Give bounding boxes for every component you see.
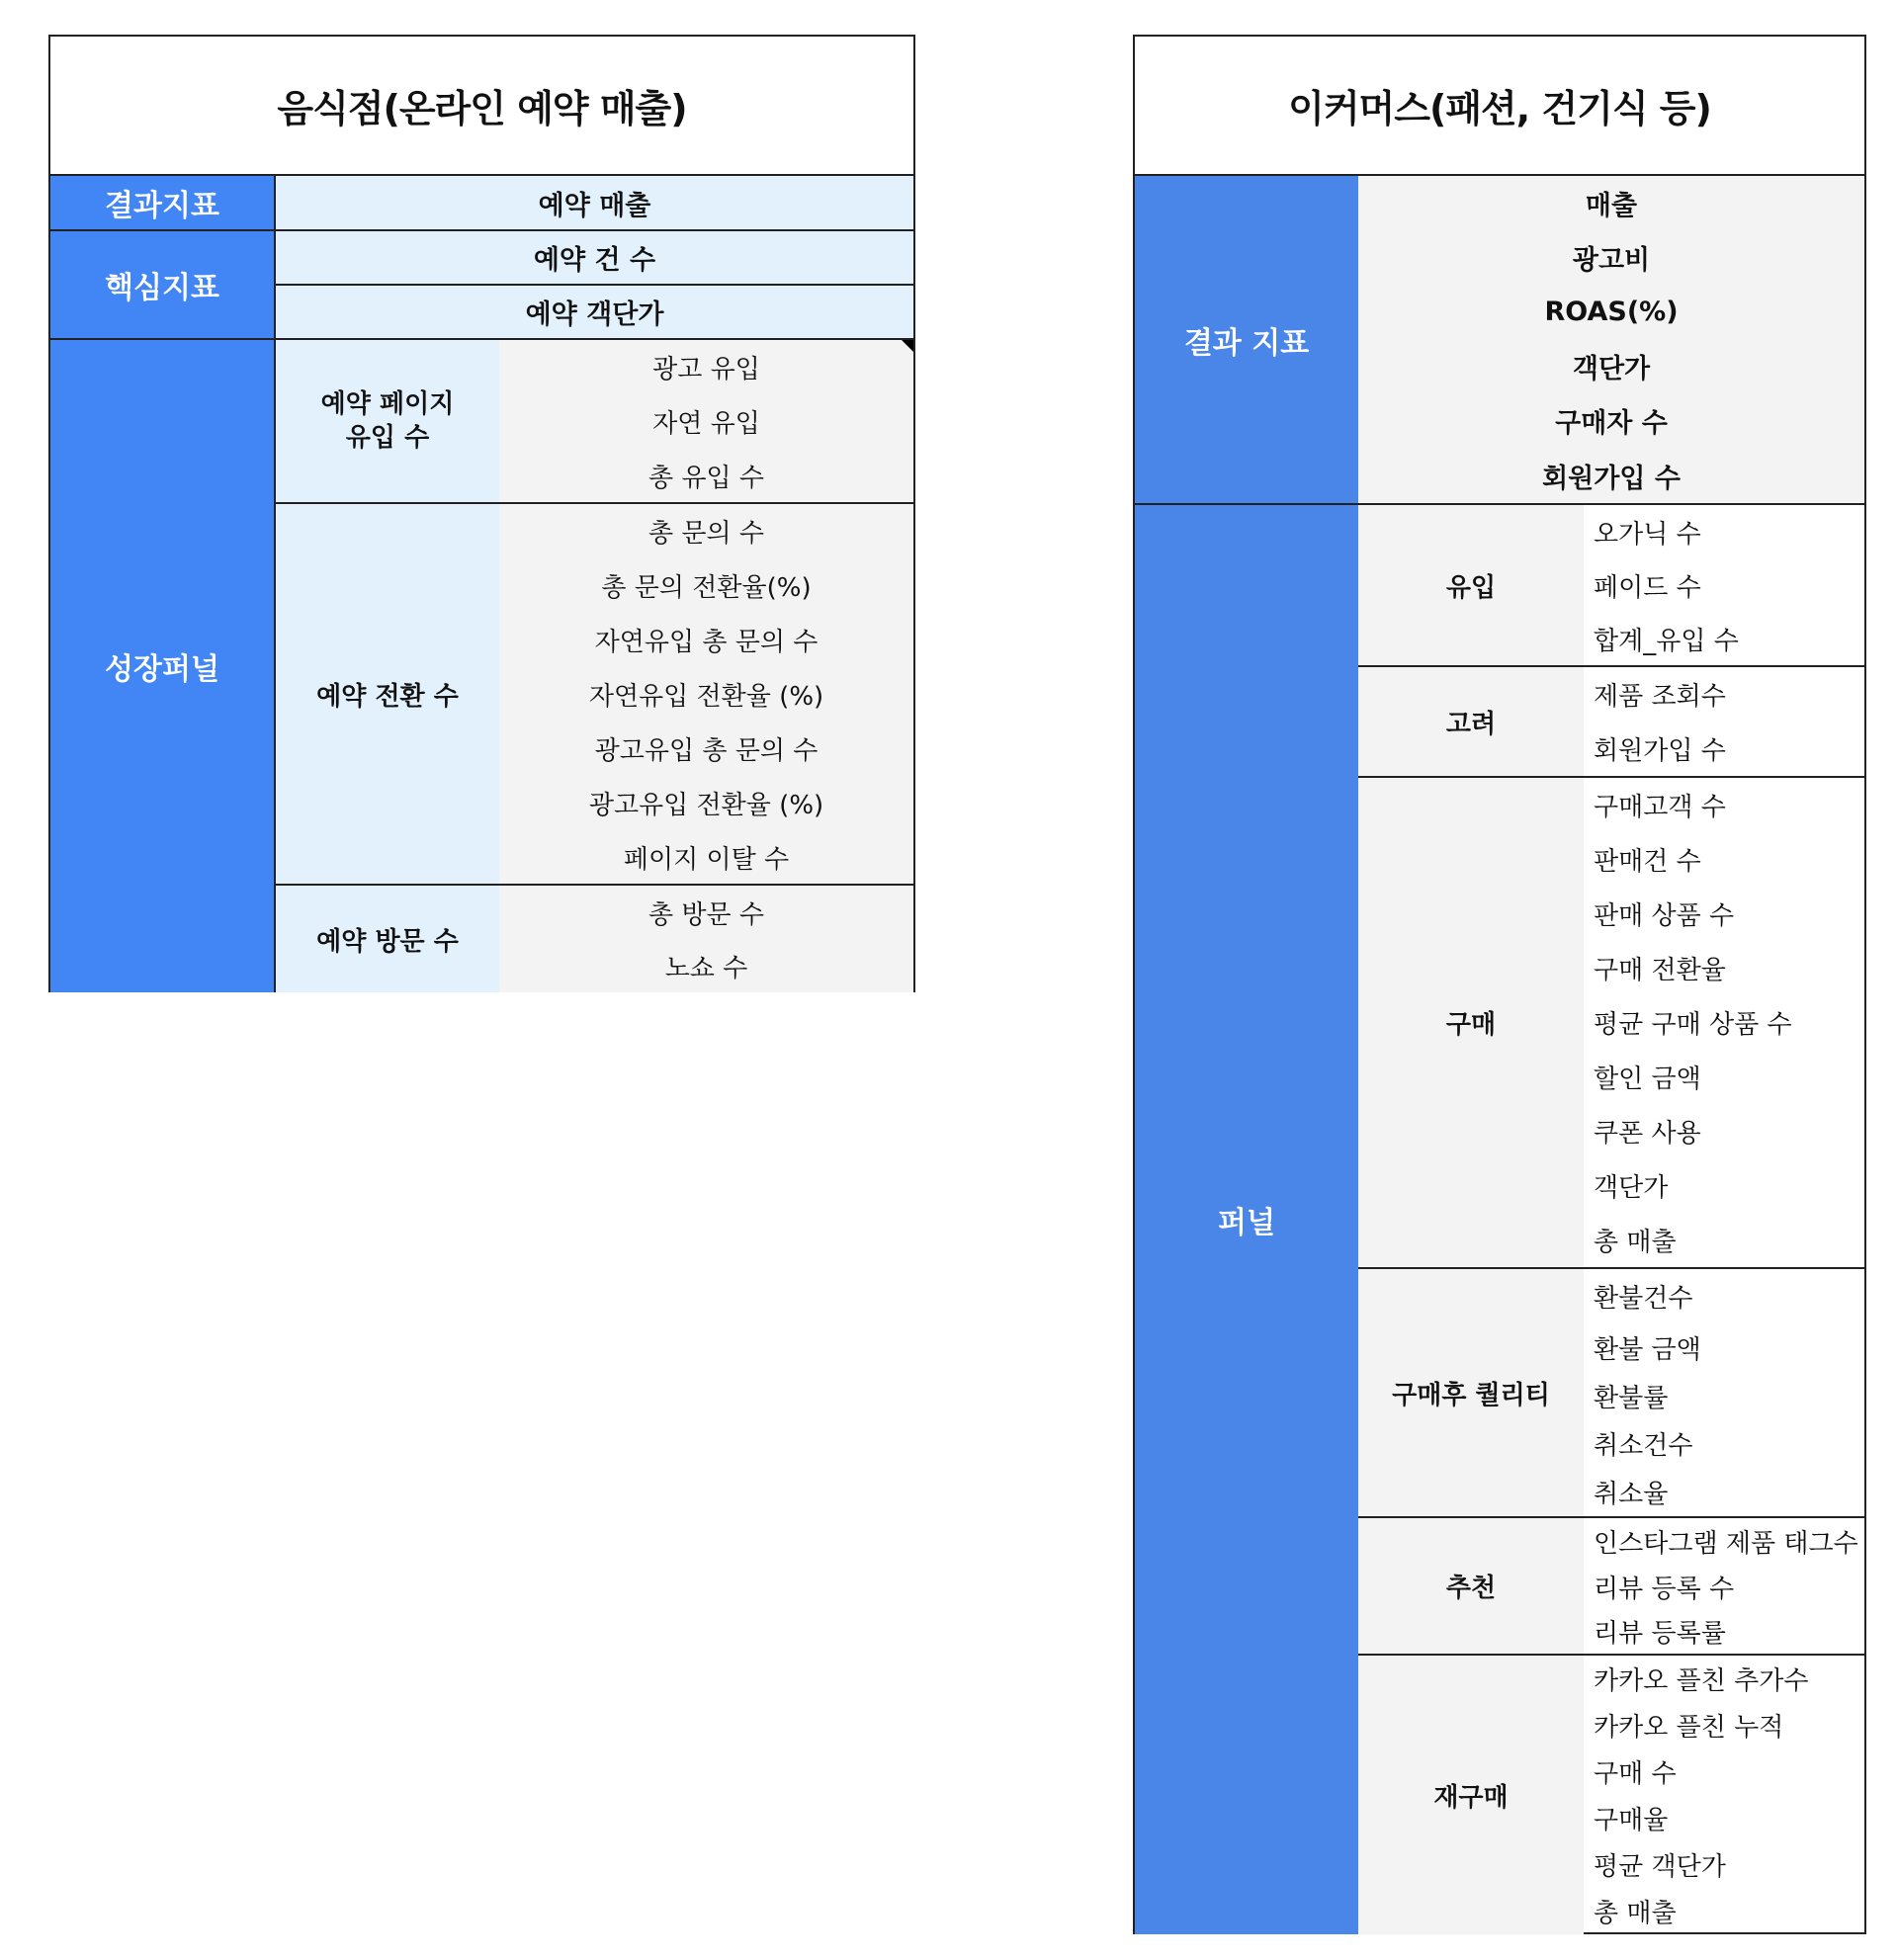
- list-item[interactable]: 환불 금액: [1594, 1334, 1701, 1365]
- result-metric[interactable]: 예약 매출: [276, 176, 913, 231]
- list-item[interactable]: 총 문의 전환율(%): [499, 558, 913, 613]
- group-label-line1: 예약 페이지: [320, 389, 455, 420]
- list-item[interactable]: 구매 전환율: [1594, 956, 1726, 985]
- group-label-page-inflow[interactable]: [276, 340, 499, 504]
- group-label-conversion[interactable]: 예약 전환 수: [276, 504, 499, 885]
- result-metric[interactable]: ROAS(%): [1358, 285, 1864, 339]
- list-item[interactable]: 페이드 수: [1594, 572, 1701, 603]
- list-item[interactable]: 쿠폰 사용: [1594, 1119, 1701, 1149]
- list-item[interactable]: 광고유입 총 문의 수: [499, 722, 913, 776]
- group-label-recommendation[interactable]: 추천: [1358, 1518, 1584, 1654]
- list-item[interactable]: 제품 조회수: [1594, 682, 1726, 712]
- list-item[interactable]: 자연 유입: [499, 394, 913, 449]
- list-item[interactable]: 자연유입 총 문의 수: [499, 613, 913, 667]
- list-item[interactable]: 환불건수: [1594, 1283, 1693, 1314]
- list-item[interactable]: 총 문의 수: [499, 504, 913, 558]
- list-item[interactable]: 취소건수: [1594, 1430, 1693, 1461]
- restaurant-title: 음식점(온라인 예약 매출): [50, 37, 913, 176]
- ecommerce-title: 이커머스(패션, 건기식 등): [1135, 37, 1864, 176]
- result-metric[interactable]: 객단가: [1358, 339, 1864, 393]
- list-item[interactable]: 할인 금액: [1594, 1065, 1701, 1094]
- result-label: 결과지표: [50, 176, 276, 231]
- list-item[interactable]: 총 방문 수: [499, 886, 913, 939]
- core-metric-count[interactable]: 예약 건 수: [276, 231, 913, 286]
- result-metric[interactable]: 광고비: [1358, 230, 1864, 285]
- list-item[interactable]: 카카오 플친 누적: [1594, 1713, 1784, 1743]
- result-metric[interactable]: 매출: [1358, 176, 1864, 230]
- list-item[interactable]: 총 매출: [1594, 1899, 1677, 1928]
- list-item[interactable]: 총 유입 수: [499, 449, 913, 503]
- group-label-post-purchase-quality[interactable]: 구매후 퀄리티: [1358, 1269, 1584, 1516]
- list-item[interactable]: 총 매출: [1594, 1228, 1677, 1257]
- list-item[interactable]: 구매고객 수: [1594, 793, 1726, 822]
- list-item[interactable]: 노쇼 수: [499, 939, 913, 992]
- comment-indicator-icon[interactable]: [902, 340, 913, 352]
- list-item[interactable]: 판매 상품 수: [1594, 901, 1735, 931]
- list-item[interactable]: 구매 수: [1594, 1759, 1677, 1789]
- list-item[interactable]: 광고유입 전환율 (%): [499, 776, 913, 830]
- result-metric[interactable]: 회원가입 수: [1358, 448, 1864, 504]
- group-label-repurchase[interactable]: 재구매: [1358, 1656, 1584, 1934]
- group-label-visit[interactable]: 예약 방문 수: [276, 886, 499, 992]
- result-label: 결과 지표: [1135, 176, 1358, 504]
- funnel-label: 성장퍼널: [50, 340, 276, 992]
- group-label-consideration[interactable]: 고려: [1358, 667, 1584, 776]
- list-item[interactable]: 오가닉 수: [1594, 519, 1701, 550]
- ecommerce-table: [1133, 35, 1866, 1934]
- group-label-inflow[interactable]: 유입: [1358, 505, 1584, 665]
- list-item[interactable]: 평균 객단가: [1594, 1852, 1726, 1882]
- list-item[interactable]: 카카오 플친 추가수: [1594, 1666, 1809, 1696]
- list-item[interactable]: 객단가: [1594, 1173, 1669, 1203]
- core-metric-aov[interactable]: 예약 객단가: [276, 286, 913, 340]
- funnel-label: 퍼널: [1135, 505, 1358, 1934]
- list-item[interactable]: 취소율: [1594, 1479, 1669, 1509]
- list-item[interactable]: 합계_유입 수: [1594, 626, 1739, 656]
- result-metric[interactable]: 구매자 수: [1358, 393, 1864, 448]
- restaurant-table: [48, 35, 915, 992]
- list-item[interactable]: 페이지 이탈 수: [499, 830, 913, 885]
- list-item[interactable]: 환불률: [1594, 1383, 1669, 1413]
- list-item[interactable]: 리뷰 등록 수: [1594, 1574, 1735, 1604]
- list-item[interactable]: 판매건 수: [1594, 847, 1701, 877]
- list-item[interactable]: 자연유입 전환율 (%): [499, 667, 913, 722]
- list-item[interactable]: 회원가입 수: [1594, 736, 1726, 766]
- group-label-purchase[interactable]: 구매: [1358, 778, 1584, 1267]
- list-item[interactable]: 인스타그램 제품 태그수: [1594, 1528, 1858, 1559]
- list-item[interactable]: 리뷰 등록률: [1594, 1619, 1726, 1649]
- group-label-line2: 유입 수: [345, 423, 430, 453]
- list-item[interactable]: 평균 구매 상품 수: [1594, 1010, 1792, 1040]
- core-label: 핵심지표: [50, 231, 276, 340]
- list-item[interactable]: 구매율: [1594, 1806, 1669, 1835]
- list-item[interactable]: 광고 유입: [499, 340, 913, 394]
